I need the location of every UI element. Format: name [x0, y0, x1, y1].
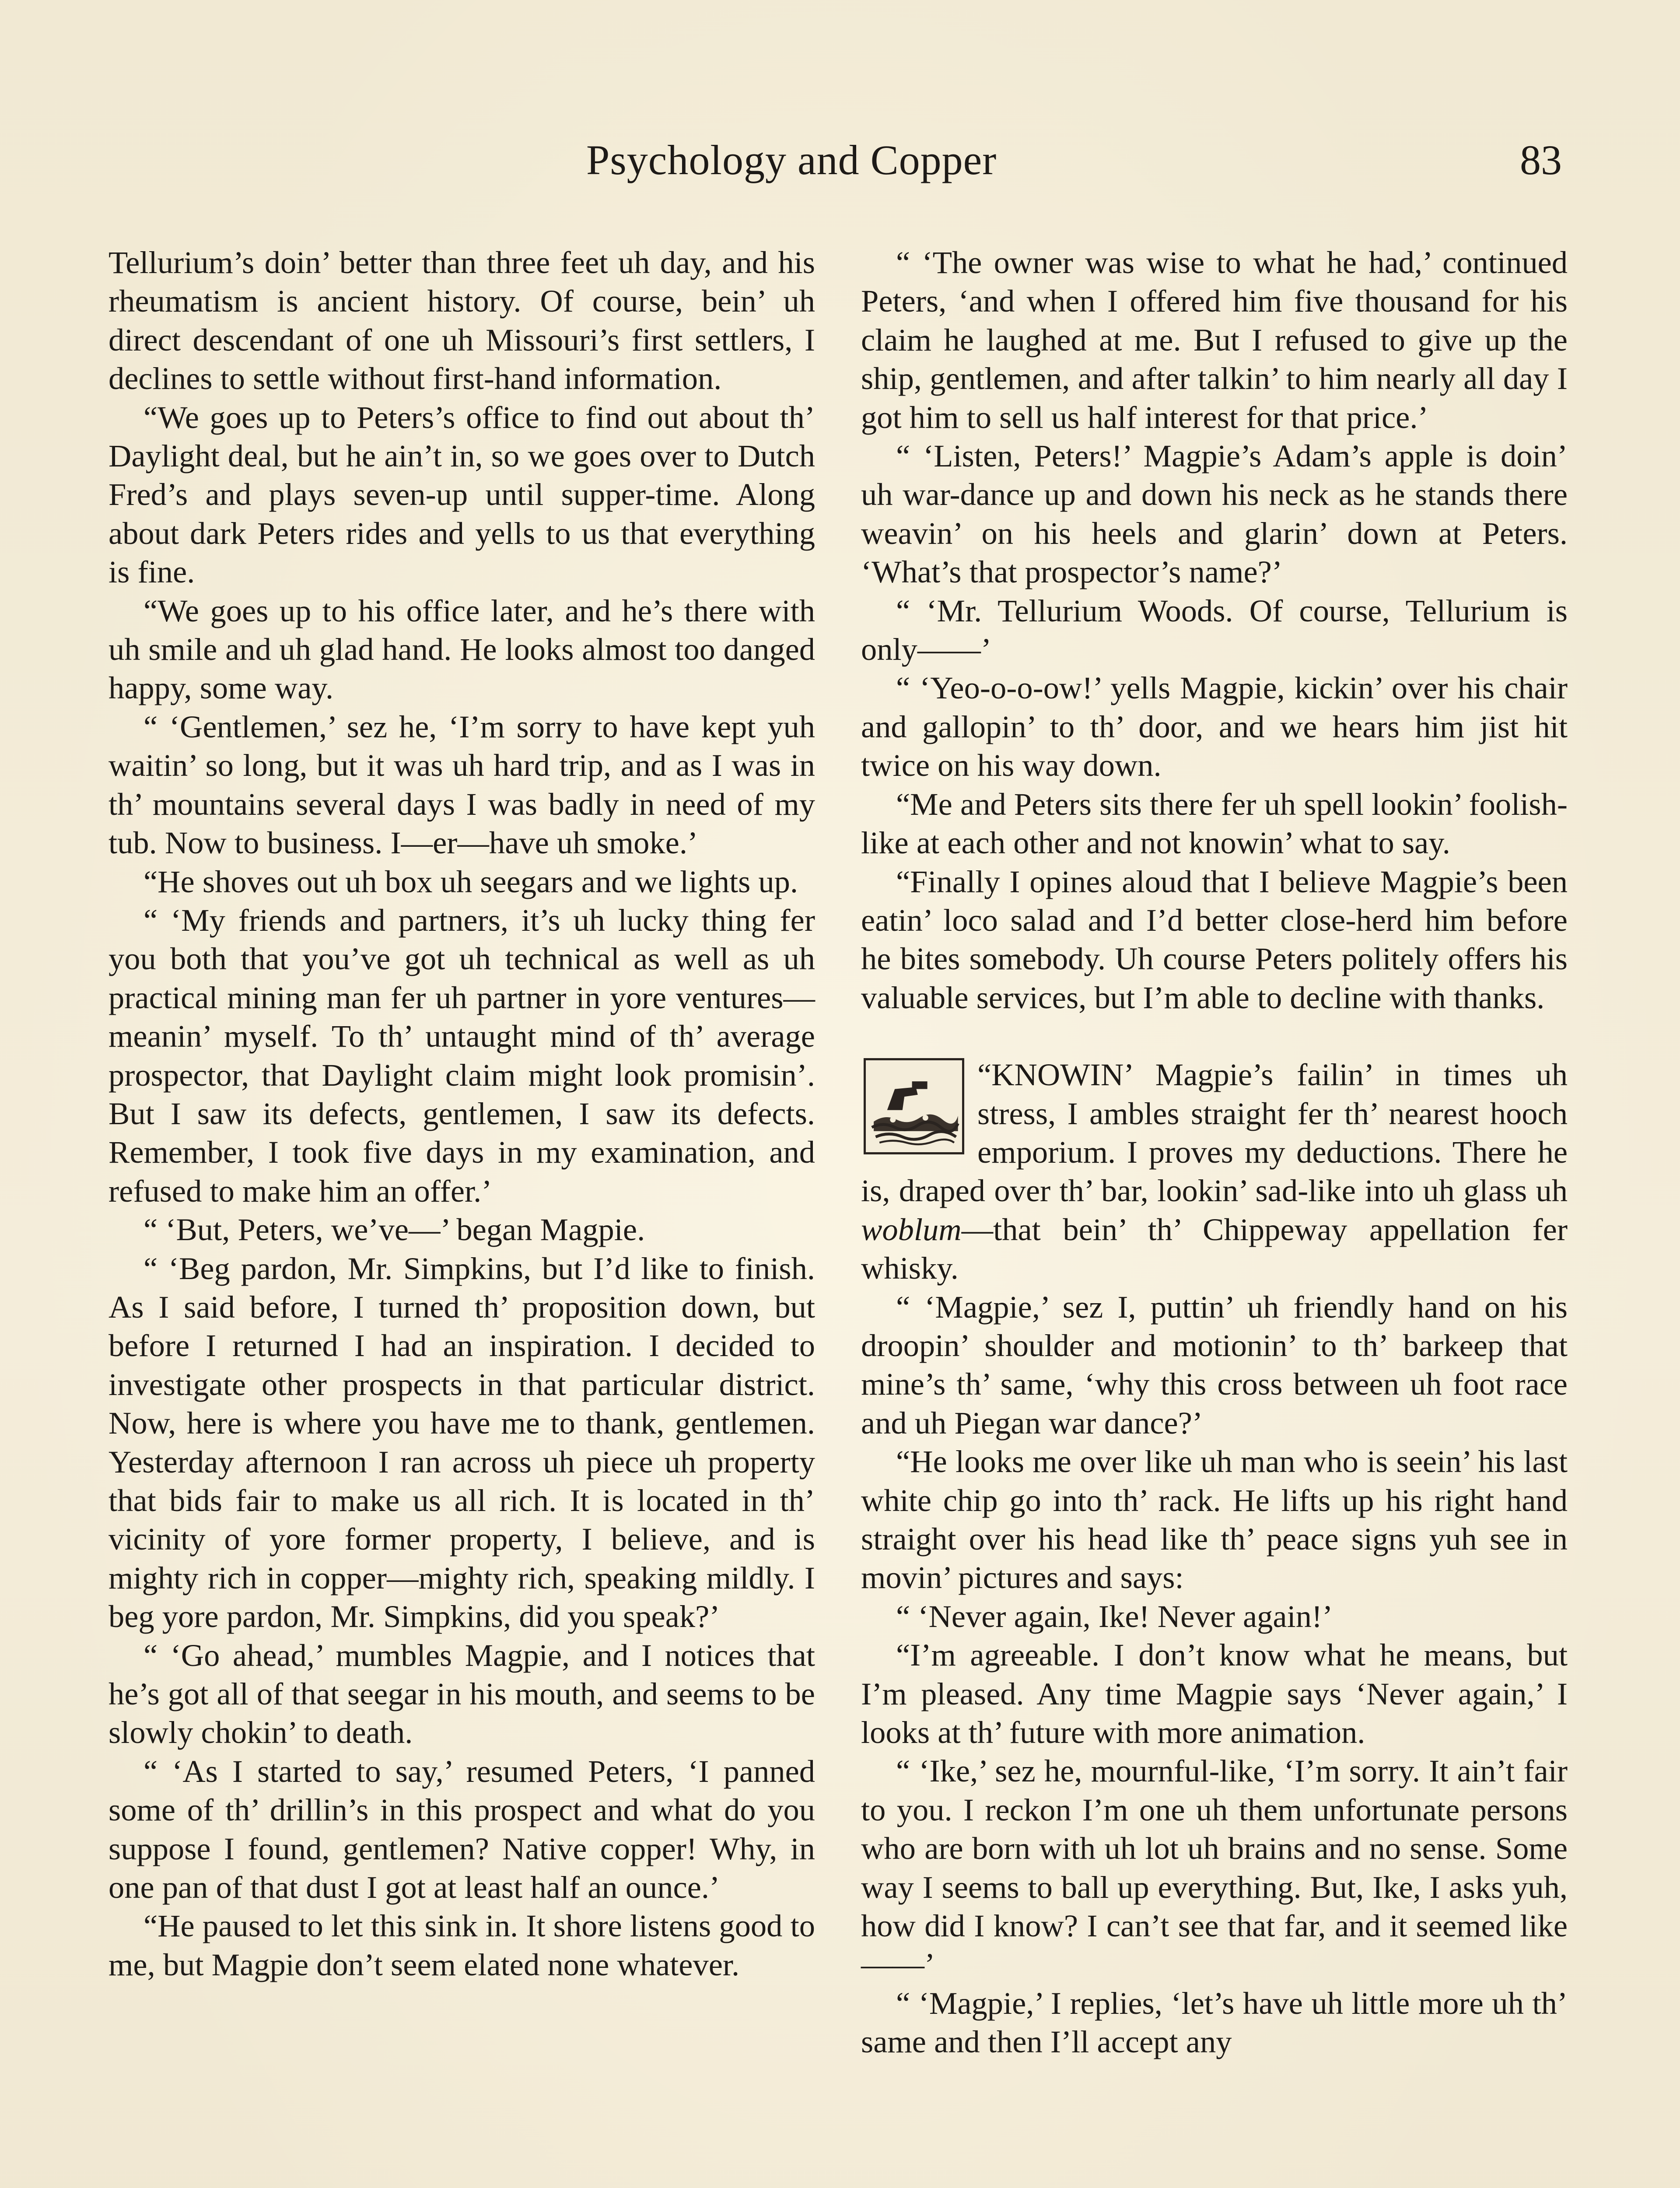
paragraph: “We goes up to Peters’s office to find out about th’ Daylight deal, but he ain’t in, so we goes over to Dutch Fred’s and plays seven-up until supper-time. Along about dark Peters rides and yells to us that everything is fine. — [108, 399, 815, 590]
page-number: 83 — [1520, 137, 1562, 183]
section-opening — [861, 1055, 1568, 1287]
running-title: Psychology and Copper — [586, 137, 997, 183]
left-column — [108, 243, 815, 1984]
paragraph: “ ‘The owner was wise to what he had,’ continued Peters, ‘and when I offered him five thousand for his claim he laughed at me. But I refused to give up the ship, gentlemen, and after talkin’ to him nearly all day I got him to sell us half interest for that price.’ — [861, 245, 1568, 435]
paragraph: “ ‘Beg pardon, Mr. Simpkins, but I’d like to finish. As I said before, I turned th’ proposition down, but before I returned I had an inspiration. I decided to investigate other prospects in that particular district. Now, here is where you have me to thank, gentlemen. Yesterday afternoon I ran across uh piece uh property that bids fair to make us all rich. It is located in th’ vicinity of yore former property, I believe, and is mighty rich in copper—mighty rich, speaking mildly. I beg yore pardon, Mr. Simpkins, did you speak?’ — [108, 1250, 815, 1634]
paragraph: “We goes up to his office later, and he’s there with uh smile and uh glad hand. He looks almost too danged happy, some way. — [108, 593, 815, 706]
paragraph: “ ‘But, Peters, we’ve—’ began Magpie. — [144, 1212, 645, 1248]
paragraph: “I’m agreeable. I don’t know what he means, but I’m pleased. Any time Magpie says ‘Never again,’ I looks at th’ future with more animation. — [861, 1637, 1568, 1750]
paragraph: “ ‘Yeo-o-o-ow!’ yells Magpie, kickin’ over his chair and gallopin’ to th’ door, and we hears him jist hit twice on his way down. — [861, 670, 1568, 783]
right-column — [861, 243, 1568, 2062]
paragraph: “ ‘Go ahead,’ mumbles Magpie, and I notices that he’s got all of that seegar in his mouth, and seems to be slowly chokin’ to death. — [108, 1637, 815, 1750]
paragraph: Tellurium’s doin’ better than three feet uh day, and his rheumatism is ancient history. Of course, bein’ uh direct descendant of one uh Missouri’s first settlers, I declines to settle without first-hand information. — [108, 245, 815, 396]
paragraph: “ ‘As I started to say,’ resumed Peters, ‘I panned some of th’ drillin’s in this prospect and what do you suppose I found, gentlemen? Native copper! Why, in one pan of that dust I got at least half an ounce.’ — [108, 1753, 815, 1905]
decorative-vignette-icon — [864, 1058, 964, 1154]
paragraph: “He looks me over like uh man who is seein’ his last white chip go into th’ rack. He lifts up his right hand straight over his head like th’ peace signs yuh see in movin’ pictures and says: — [861, 1444, 1568, 1595]
paragraph: “ ‘My friends and partners, it’s uh lucky thing fer you both that you’ve got uh technical as well as uh practical mining man fer uh partner in yore ventures—meanin’ myself. To th’ untaught mind of th’ average prospector, that Daylight claim might look promisin’. But I saw its defects, gentlemen, I saw its defects. Remember, I took five days in my examination, and refused to make him an offer.’ — [108, 902, 815, 1209]
paragraph: “ ‘Ike,’ sez he, mournful-like, ‘I’m sorry. It ain’t fair to you. I reckon I’m one uh them unfortunate persons who are born with uh lot uh brains and no sense. Some way I seems to ball up everything. But, Ike, I asks yuh, how did I know? I can’t see that far, and it seemed like——’ — [861, 1753, 1568, 1982]
paragraph: “ ‘Never again, Ike! Never again!’ — [896, 1598, 1333, 1634]
paragraph: “ ‘Gentlemen,’ sez he, ‘I’m sorry to have kept yuh waitin’ so long, but it was uh hard trip, and as I was in th’ mountains several days I was badly in need of my tub. Now to business. I—er—have uh smoke.’ — [108, 708, 815, 861]
italic-word: woblum — [861, 1211, 962, 1247]
section-opening-paragraph — [861, 1055, 1568, 1287]
paragraph: “ ‘Listen, Peters!’ Magpie’s Adam’s apple is doin’ uh war-dance up and down his neck as he stands there weavin’ on his heels and glarin’ down at Peters. ‘What’s that prospector’s name?’ — [861, 438, 1568, 590]
paragraph: “ ‘Mr. Tellurium Woods. Of course, Tellurium is only——’ — [861, 593, 1568, 667]
text-run: “KNOWIN’ Magpie’s failin’ in times uh stress, I ambles straight fer th’ nearest hooch emporium. I proves my deductions. There he is, draped over th’ bar, lookin’ sad-like into uh glass uh — [861, 1057, 1568, 1209]
paragraph: “ ‘Magpie,’ sez I, puttin’ uh friendly hand on his droopin’ shoulder and motionin’ to th’ barkeep that mine’s th’ same, ‘why this cross between uh foot race and uh Piegan war dance?’ — [861, 1289, 1568, 1441]
paragraph: “He shoves out uh box uh seegars and we lights up. — [144, 863, 798, 899]
paragraph: “He paused to let this sink in. It shore listens good to me, but Magpie don’t seem elated none whatever. — [108, 1908, 815, 1982]
text-run: —that bein’ th’ Chippeway appellation fer whisky. — [861, 1211, 1568, 1286]
paragraph: “ ‘Magpie,’ I replies, ‘let’s have uh little more uh th’ same and then I’ll accept any — [861, 1985, 1568, 2060]
section-break — [861, 1017, 1568, 1055]
paragraph: “Finally I opines aloud that I believe Magpie’s been eatin’ loco salad and I’d better close-herd him before he bites somebody. Uh course Peters politely offers his valuable services, but I’m able to decline with thanks. — [861, 863, 1568, 1015]
paragraph: “Me and Peters sits there fer uh spell lookin’ foolish-like at each other and not knowin’ what to say. — [861, 786, 1568, 861]
